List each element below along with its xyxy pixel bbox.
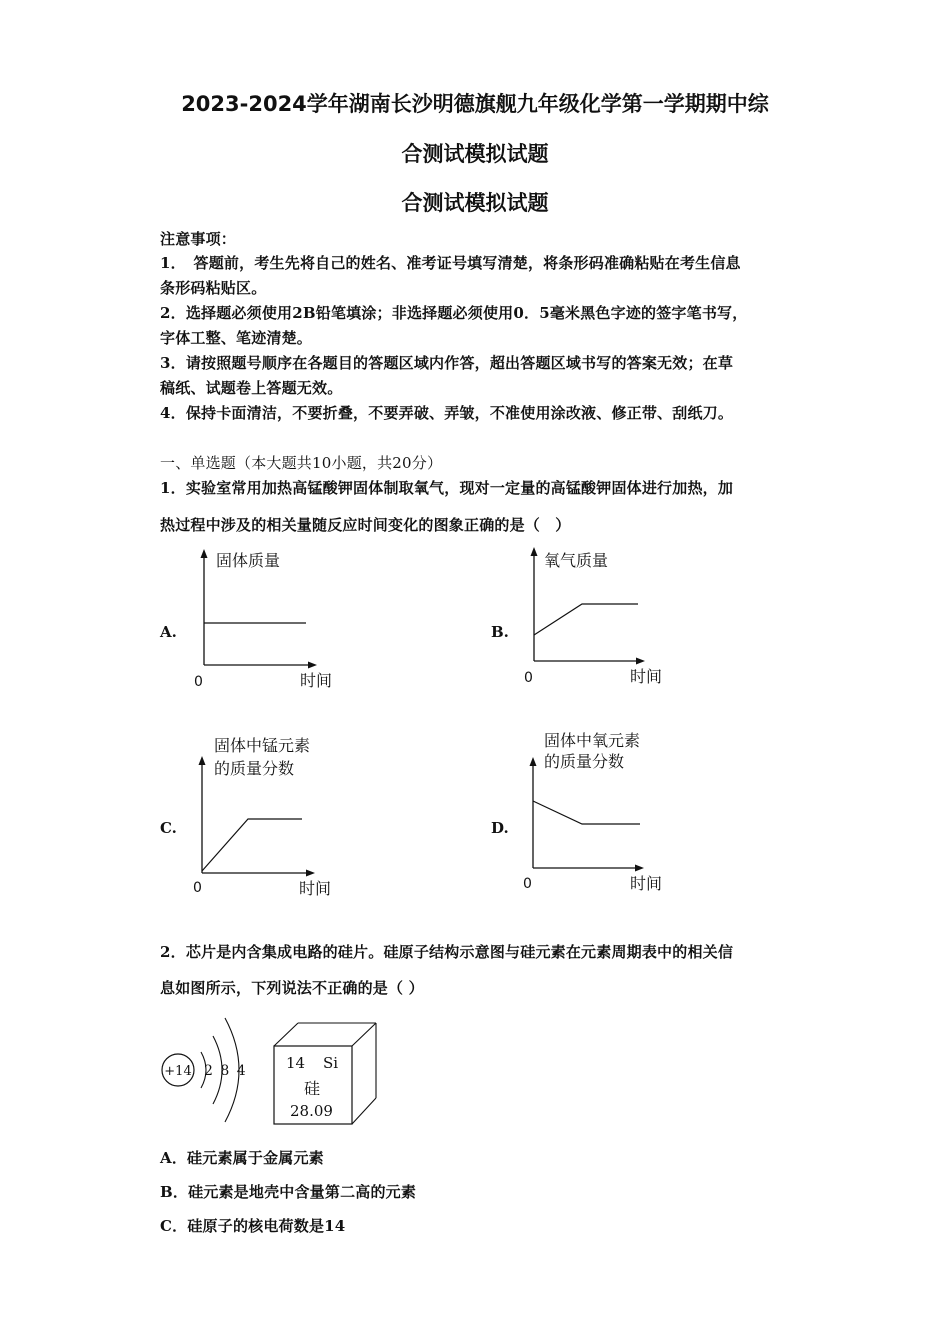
origin-label: 0: [523, 876, 532, 892]
y-axis-arrow: [531, 547, 538, 556]
silicon-element-cell: [268, 1018, 383, 1130]
notice-item: 4．保持卡面清洁，不要折叠，不要弄破、弄皱，不准使用涂改液、修正带、刮纸刀。: [160, 404, 734, 422]
y-axis-label: 的质量分数: [544, 752, 625, 771]
notice-item: 3．请按照题号顺序在各题目的答题区域内作答，超出答题区域书写的答案无效；在草: [160, 354, 734, 372]
x-axis-label: 时间: [300, 671, 333, 690]
question-2-option-a: A．硅元素属于金属元素: [160, 1149, 324, 1167]
graph-a: [190, 545, 350, 695]
option-a-label: A.: [160, 623, 177, 641]
cell-edge: [274, 1023, 298, 1046]
y-axis-label: 的质量分数: [214, 759, 295, 778]
exam-title-line3: 合测试模拟试题: [401, 191, 549, 215]
atomic-number: 14: [286, 1054, 306, 1072]
graph-curve: [534, 604, 638, 635]
question-2-option-b: B．硅元素是地壳中含量第二高的元素: [160, 1183, 417, 1201]
question-1-line1: 1．实验室常用加热高锰酸钾固体制取氧气，现对一定量的高锰酸钾固体进行加热，加: [160, 479, 734, 497]
x-axis-label: 时间: [630, 874, 663, 893]
question-2-line1: 2．芯片是内含集成电路的硅片。硅原子结构示意图与硅元素在元素周期表中的相关信: [160, 943, 734, 961]
x-axis-arrow: [635, 865, 644, 872]
origin-label: 0: [193, 880, 202, 896]
element-symbol: Si: [323, 1054, 339, 1072]
x-axis-arrow: [308, 662, 317, 669]
y-axis-label: 固体质量: [216, 551, 281, 570]
notice-item: 2．选择题必须使用2B铅笔填涂；非选择题必须使用0．5毫米黑色字迹的签字笔书写，: [160, 304, 748, 322]
graph-b: [520, 545, 680, 695]
notice-item: 1． 答题前，考生先将自己的姓名、准考证号填写清楚，将条形码准确粘贴在考生信息: [160, 254, 741, 272]
electron-counts: 2 8 4: [204, 1063, 246, 1079]
option-b-label: B.: [491, 623, 509, 641]
question-1-line2: 热过程中涉及的相关量随反应时间变化的图象正确的是（ ）: [160, 516, 571, 534]
y-axis-arrow: [199, 756, 206, 765]
y-axis-arrow: [530, 757, 537, 766]
y-axis-label: 固体中氧元素: [544, 731, 641, 750]
question-2-line2: 息如图所示，下列说法不正确的是（ ）: [160, 979, 424, 997]
graph-curve: [202, 819, 302, 871]
notice-item: 稿纸、试题卷上答题无效。: [160, 379, 343, 397]
x-axis-arrow: [636, 658, 645, 665]
x-axis-label: 时间: [299, 879, 332, 898]
origin-label: 0: [194, 674, 203, 690]
notice-item: 字体工整、笔迹清楚。: [160, 329, 313, 347]
y-axis-label: 氧气质量: [544, 551, 609, 570]
notice-item: 条形码粘贴区。: [160, 279, 267, 297]
y-axis-label: 固体中锰元素: [214, 736, 311, 755]
exam-title-line1: 2023-2024学年湖南长沙明德旗舰九年级化学第一学期期中综: [181, 92, 769, 116]
section-heading: 一、单选题（本大题共10小题，共20分）: [160, 454, 443, 472]
notice-heading: 注意事项：: [160, 230, 237, 248]
x-axis-arrow: [306, 870, 315, 877]
option-c-label: C.: [160, 819, 177, 837]
cell-edge: [352, 1098, 376, 1124]
element-name: 硅: [304, 1079, 321, 1098]
graph-c: [188, 732, 348, 902]
x-axis-label: 时间: [630, 667, 663, 686]
option-d-label: D.: [491, 819, 509, 837]
cell-edge: [352, 1023, 376, 1046]
graph-d: [520, 727, 680, 897]
nucleus-charge: +14: [164, 1064, 192, 1079]
atomic-mass: 28.09: [290, 1102, 333, 1120]
graph-curve: [533, 801, 640, 824]
origin-label: 0: [524, 670, 533, 686]
question-2-option-c: C．硅原子的核电荷数是14: [160, 1217, 346, 1235]
silicon-atom-diagram: [155, 1010, 260, 1130]
exam-title-line2: 合测试模拟试题: [401, 142, 549, 166]
y-axis-arrow: [201, 549, 208, 558]
